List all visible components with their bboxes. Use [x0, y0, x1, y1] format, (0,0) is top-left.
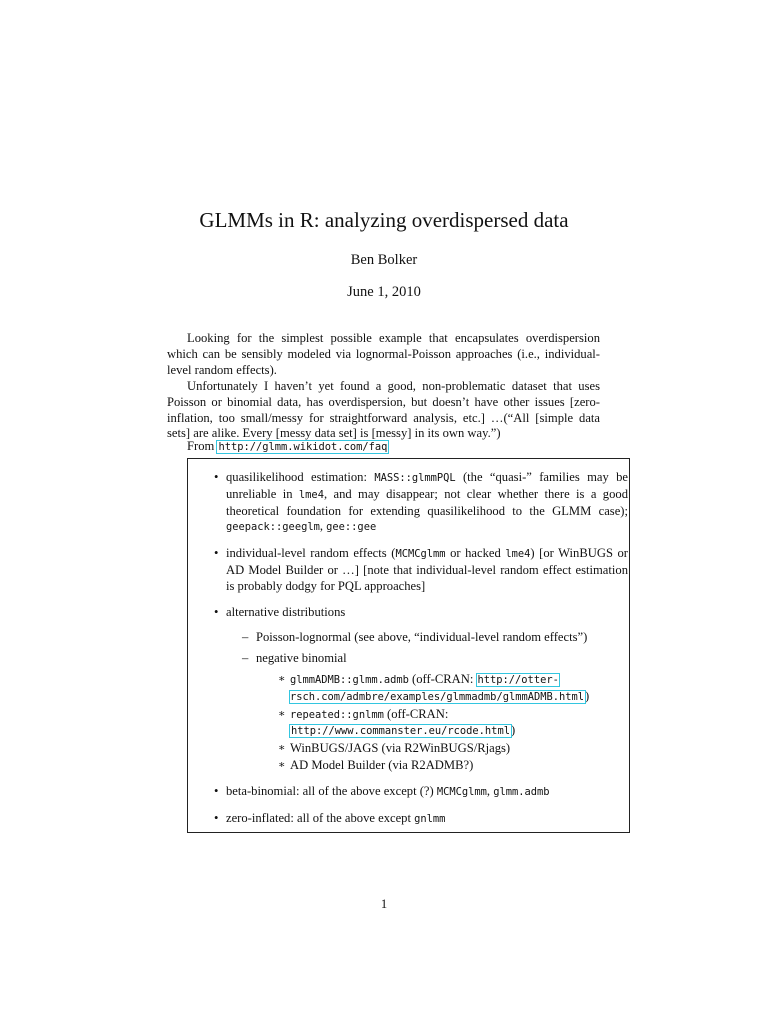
sub-sub-list-item	[278, 741, 628, 757]
commanster-link[interactable]: http://www.commanster.eu/rcode.html	[291, 725, 510, 738]
asterisk-icon: ∗	[278, 742, 286, 755]
paragraph-dataset	[167, 379, 600, 442]
item-text: WinBUGS/JAGS (via R2WinBUGS/Rjags)	[290, 741, 511, 756]
sub-list-item	[242, 651, 628, 667]
list-item	[214, 470, 628, 536]
asterisk-icon: ∗	[278, 672, 286, 685]
item-text: zero-inflated: all of the above except	[226, 810, 411, 825]
code-span: repeated::gnlmm	[290, 708, 384, 721]
code-span: lme4	[298, 488, 324, 501]
item-text: (the “quasi-” families may be unreliable in	[226, 470, 628, 501]
bullet-icon: •	[214, 546, 219, 561]
separator: )	[510, 723, 516, 738]
code-span: MCMCglmm	[436, 785, 487, 798]
paper-title: GLMMs in R: analyzing overdispersed data	[199, 208, 569, 232]
sub-sub-list-item	[278, 707, 628, 741]
item-text: (off-CRAN:	[387, 706, 449, 721]
code-span: glmmADMB::glmm.admb	[290, 673, 409, 686]
code-span: gee::gee	[326, 521, 377, 534]
paragraph-from	[167, 439, 600, 456]
item-text: or hacked	[450, 546, 501, 561]
list-item	[214, 546, 628, 594]
from-label: From	[187, 439, 215, 453]
bullet-icon: •	[214, 470, 219, 484]
list-item	[214, 811, 628, 828]
bullet-icon: •	[214, 810, 219, 825]
dash-icon: –	[242, 651, 249, 666]
code-span: MCMCglmm	[395, 548, 446, 561]
item-text: AD Model Builder (via R2ADMB?)	[290, 757, 474, 772]
code-span: gnlmm	[414, 812, 446, 825]
paper-date: June 1, 2010	[347, 284, 421, 300]
paragraph-dataset-text: Unfortunately I haven’t yet found a good, non-problematic dataset that uses Poisson or binomial data, has overdispersion, but doesn’t have other issues [zero-inflation, too small/messy for straightforward analysis, etc.] …(“All [simple data sets] are alike. Every [messy data set] is [messy] in its own way.”)	[167, 379, 600, 441]
glmmadmb-link[interactable]: http://otter-rsch.com/admbre/examples/glmmadmb/glmmADMB.html	[290, 673, 585, 703]
item-text: , and may disappear; not clear whether there is a good theoretical foundation for extending quasilikelihood to the GLMM case);	[226, 486, 628, 518]
asterisk-icon: ∗	[278, 758, 286, 771]
page-number: 1	[380, 897, 388, 911]
bullet-icon: •	[214, 604, 219, 619]
paragraph-intro-text: Looking for the simplest possible example that encapsulates overdispersion which can be sensibly modeled via lognormal-Poisson approaches (i.e., individual-level random effects).	[167, 331, 600, 377]
asterisk-icon: ∗	[278, 707, 286, 720]
paper-author: Ben Bolker	[350, 252, 418, 268]
paragraph-intro	[167, 331, 600, 378]
faq-list	[214, 470, 628, 837]
list-item	[214, 605, 628, 621]
item-text: quasilikelihood estimation:	[226, 470, 367, 484]
separator: ,	[486, 783, 491, 798]
item-text: beta-binomial: all of the above except (?)	[226, 783, 434, 798]
bullet-icon: •	[214, 783, 219, 798]
list-item	[214, 784, 628, 801]
code-span: lme4	[505, 548, 531, 561]
code-span: MASS::glmmPQL	[374, 472, 456, 484]
item-text: ) [or WinBUGS or AD Model Builder or …] [note that individual-level random effect estimation is probably dodgy for PQL approaches]	[226, 546, 628, 593]
sub-list-item	[242, 630, 628, 646]
faq-link[interactable]: http://glmm.wikidot.com/faq	[218, 441, 388, 453]
separator: ,	[319, 519, 323, 534]
item-text: (off-CRAN:	[412, 671, 474, 686]
sub-sub-list-item	[278, 758, 628, 774]
code-span: geepack::geeglm	[226, 521, 320, 534]
item-text: Poisson-lognormal (see above, “individual-level random effects”)	[256, 630, 588, 645]
separator: )	[585, 688, 590, 703]
dash-icon: –	[242, 630, 249, 645]
item-text: alternative distributions	[226, 604, 346, 619]
item-text: individual-level random effects (	[226, 546, 396, 561]
item-text: negative binomial	[256, 651, 347, 666]
faq-box	[187, 458, 630, 833]
code-span: glmm.admb	[493, 785, 550, 798]
sub-sub-list-item	[278, 672, 628, 706]
